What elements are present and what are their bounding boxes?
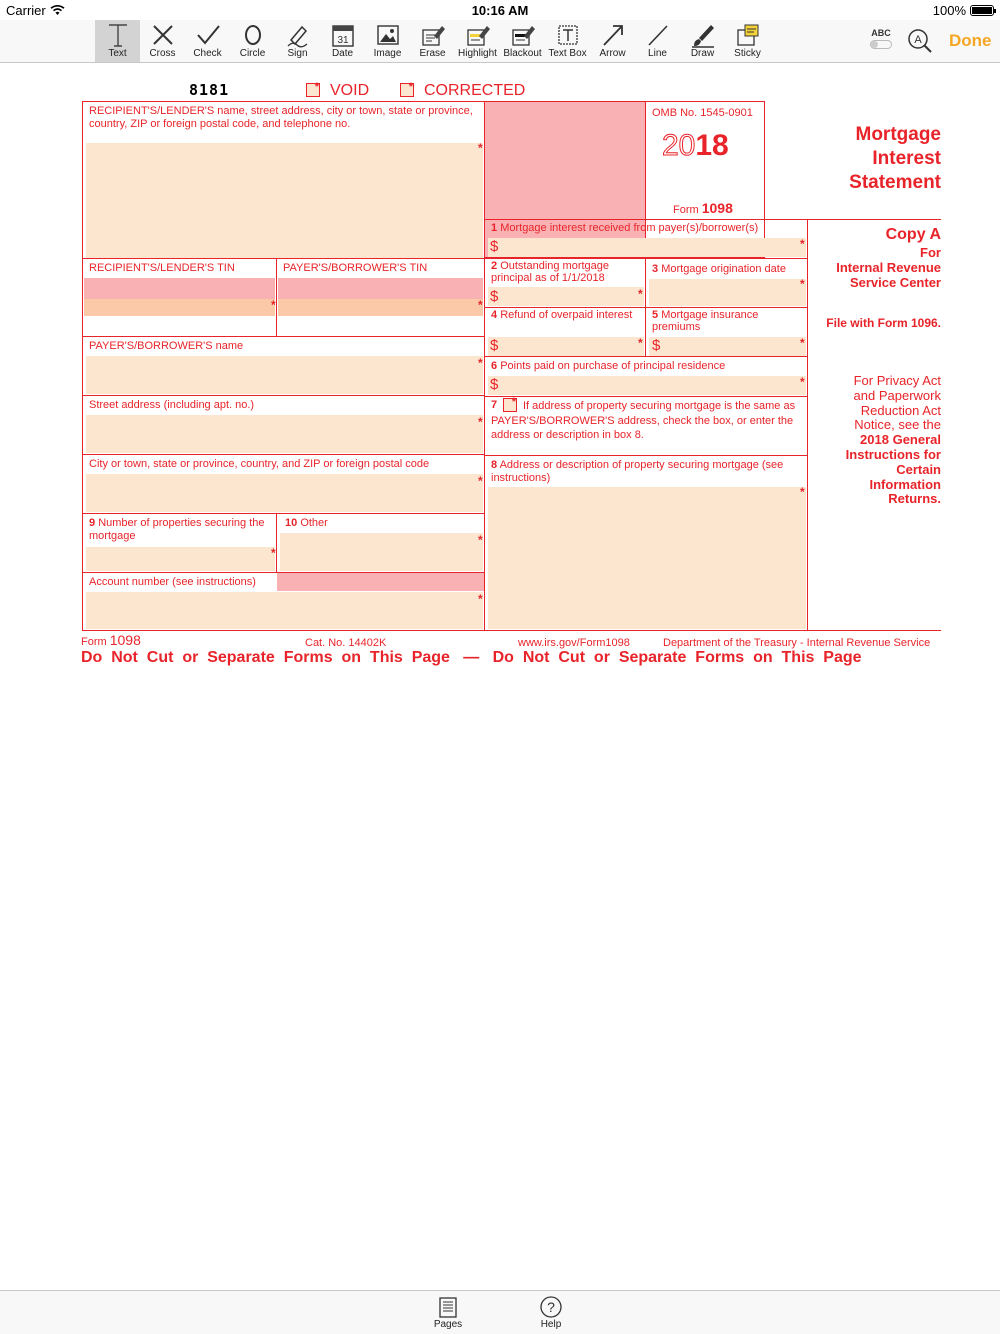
blackout-icon: [510, 22, 536, 48]
city-field[interactable]: [86, 474, 483, 512]
corrected-label: CORRECTED: [424, 82, 526, 99]
required-marker: *: [271, 546, 276, 560]
line-icon: [645, 22, 671, 48]
circle-icon: [240, 22, 266, 48]
recipient-label: RECIPIENT'S/LENDER'S name, street address, city or town, state or province, country, ZIP or foreign postal code, and telephone no.: [89, 105, 473, 130]
pages-icon: [436, 1295, 460, 1319]
instructions-line: 2018 General: [860, 432, 941, 448]
tool-label: Line: [648, 48, 667, 59]
payer-tin-label: PAYER'S/BORROWER'S TIN: [283, 262, 428, 274]
tool-blackout[interactable]: [500, 20, 545, 62]
pages-label: Pages: [433, 1319, 463, 1330]
account-field[interactable]: [86, 592, 483, 629]
box-5-label: [652, 309, 802, 333]
bottom-toolbar: [0, 1290, 1000, 1334]
privacy-line: Notice, see the: [854, 417, 941, 433]
payer-tin-field-2[interactable]: [278, 299, 483, 316]
title-line: Interest: [872, 148, 941, 169]
help-label: Help: [540, 1319, 562, 1330]
title-line: Mortgage: [855, 124, 941, 145]
annotation-toolbar: [0, 20, 1000, 63]
title-line: Statement: [849, 172, 941, 193]
search-text-icon[interactable]: [907, 28, 933, 54]
tool-label: Image: [373, 48, 402, 59]
text-tool-icon: [105, 22, 131, 48]
box-2-label: [491, 260, 641, 284]
clock: 10:16 AM: [471, 3, 529, 18]
arrow-icon: [600, 22, 626, 48]
sticky-note-icon: [735, 22, 761, 48]
required-marker: *: [800, 237, 805, 251]
copy-a-label: Copy A: [885, 226, 941, 243]
instructions-line: Instructions for: [845, 446, 941, 462]
tool-image[interactable]: [365, 20, 410, 62]
text-box-icon: [555, 22, 581, 48]
tool-check[interactable]: [185, 20, 230, 62]
street-field[interactable]: [86, 415, 483, 453]
box-num: 2: [491, 260, 498, 272]
footer-form: [81, 632, 141, 648]
box-num: 3: [652, 263, 659, 275]
signature-pen-icon: [285, 22, 311, 48]
void-label: VOID: [330, 82, 370, 99]
box-num: 4: [491, 309, 498, 321]
payer-tin-field[interactable]: [278, 278, 483, 299]
tool-label: Sign: [287, 48, 308, 59]
account-shaded: [277, 573, 484, 591]
tool-label: Text: [108, 48, 127, 59]
footer-form-number: 1098: [109, 632, 141, 648]
box-num: 1: [491, 222, 498, 234]
tool-label: Erase: [419, 48, 446, 59]
tool-label: Highlight: [458, 48, 497, 59]
tool-label: Blackout: [503, 48, 542, 59]
help-icon: [539, 1295, 563, 1319]
file-with-text: File with Form 1096.: [826, 316, 941, 330]
tool-arrow[interactable]: [590, 20, 635, 62]
city-label: City or town, state or province, country, and ZIP or foreign postal code: [89, 458, 430, 470]
tool-label: Sticky: [734, 48, 761, 59]
instructions-line: Certain: [896, 461, 941, 477]
box-1-label: [491, 222, 758, 235]
pages-button[interactable]: [428, 1295, 468, 1330]
box-10-field[interactable]: [280, 533, 483, 571]
required-marker: *: [478, 592, 483, 606]
carrier-name: Carrier: [6, 3, 46, 18]
box-8-field[interactable]: [488, 487, 806, 629]
box-text: Number of properties securing the mortgage: [89, 517, 265, 542]
form-name: [673, 200, 733, 216]
svg-text:?: ?: [547, 1299, 555, 1315]
privacy-line: For Privacy Act: [853, 373, 941, 388]
required-marker: *: [638, 336, 643, 350]
box-text: Mortgage insurance premiums: [652, 309, 759, 333]
street-label: Street address (including apt. no.): [89, 399, 255, 411]
form-title: [790, 123, 941, 195]
tool-draw[interactable]: [680, 20, 725, 62]
box-5-field[interactable]: [649, 337, 806, 356]
instructions-line: Returns.: [888, 491, 941, 507]
done-button[interactable]: Done: [949, 31, 992, 50]
required-marker: *: [478, 356, 483, 370]
dollar-sign: $: [490, 337, 499, 354]
box-3-field[interactable]: [649, 279, 806, 306]
tool-label: Circle: [239, 48, 266, 59]
box-9-field[interactable]: [86, 547, 275, 571]
privacy-line: and Paperwork: [853, 387, 941, 403]
do-not-cut-notice: Do Not Cut or Separate Forms on This Page — Do Not Cut or Separate Forms on This Page: [81, 649, 862, 666]
svg-text:A: A: [914, 34, 922, 46]
corrected-checkbox[interactable]: [400, 83, 414, 97]
recipient-field[interactable]: [86, 143, 483, 259]
status-bar: [0, 0, 1000, 20]
tool-sticky[interactable]: [725, 20, 770, 62]
dollar-sign: $: [490, 376, 499, 393]
payer-name-field[interactable]: [86, 356, 483, 394]
required-marker: *: [638, 287, 643, 301]
box-num: 5: [652, 309, 659, 321]
tool-text[interactable]: [95, 20, 140, 62]
box-9-label: [89, 517, 275, 543]
tool-circle[interactable]: [230, 20, 275, 62]
tool-erase[interactable]: [410, 20, 455, 62]
tool-cross[interactable]: [140, 20, 185, 62]
required-marker: *: [800, 336, 805, 350]
dollar-sign: $: [490, 238, 499, 255]
box-3-label: [652, 263, 786, 276]
box-1-field[interactable]: [488, 238, 806, 257]
dollar-sign: $: [490, 288, 499, 305]
tool-line[interactable]: [635, 20, 680, 62]
abc-label: ABC: [871, 28, 891, 38]
privacy-notice: [808, 374, 941, 507]
privacy-line: Reduction Act: [860, 402, 941, 418]
required-marker: *: [478, 298, 483, 312]
box-6-label: [491, 360, 725, 373]
instructions-line: Information: [869, 476, 941, 492]
box-7-num: 7: [491, 399, 498, 411]
form-code: 8181: [189, 81, 230, 99]
required-marker: *: [271, 298, 276, 312]
box-7-label: If address of property securing mortgage is the same as PAYER'S/BORROWER'S address, check the box, or enter the address or description in box 8.: [491, 400, 796, 441]
box-4-label: [491, 309, 641, 321]
box-8-label: [491, 459, 803, 485]
box-text: Other: [300, 517, 328, 529]
year-prefix: 20: [662, 129, 696, 162]
box-4-field[interactable]: [488, 337, 644, 356]
required-marker: *: [478, 533, 483, 547]
catalog-number: Cat. No. 14402K: [305, 637, 387, 649]
copy-line: Internal Revenue: [836, 260, 941, 275]
tool-label: Draw: [690, 48, 715, 59]
box-num: 6: [491, 360, 498, 372]
copy-designation: [808, 225, 941, 290]
tool-label: Arrow: [599, 48, 626, 59]
department: Department of the Treasury - Internal Revenue Service: [663, 637, 931, 649]
battery-icon: [970, 5, 994, 16]
recipient-tin-label: RECIPIENT'S/LENDER'S TIN: [89, 262, 235, 274]
check-icon: [195, 22, 221, 48]
eraser-icon: [420, 22, 446, 48]
void-checkbox[interactable]: [306, 83, 320, 97]
required-marker: *: [478, 474, 483, 488]
tool-label: Cross: [149, 48, 176, 59]
box-num: 8: [491, 459, 498, 471]
cross-icon: [150, 22, 176, 48]
irs-url: www.irs.gov/Form1098: [518, 637, 630, 649]
tax-year: [662, 129, 729, 163]
box-num: 9: [89, 517, 96, 529]
divider: [808, 630, 941, 631]
account-label: Account number (see instructions): [89, 576, 256, 588]
box-num: 10: [285, 517, 298, 529]
required-marker: *: [800, 277, 805, 291]
box-text: Mortgage interest received from payer(s)/borrower(s): [500, 222, 759, 234]
tool-label: Text Box: [548, 48, 587, 59]
calendar-icon: [330, 22, 356, 48]
tool-label: Check: [193, 48, 222, 59]
form-number: 1098: [701, 200, 733, 216]
footer-form-word: Form: [81, 636, 107, 648]
battery-percent: 100%: [932, 3, 966, 18]
image-icon: [375, 22, 401, 48]
year-suffix: 18: [695, 129, 729, 162]
payer-name-label: PAYER'S/BORROWER'S name: [89, 340, 244, 352]
tool-highlight[interactable]: [455, 20, 500, 62]
battery-status: [933, 3, 994, 18]
brush-icon: [690, 22, 716, 48]
divider: [808, 219, 941, 220]
required-marker: *: [800, 375, 805, 389]
tool-sign[interactable]: [275, 20, 320, 62]
copy-line: Service Center: [849, 275, 941, 290]
copy-line: For: [920, 245, 941, 260]
form-word: Form: [673, 204, 699, 216]
help-button[interactable]: [531, 1295, 571, 1330]
required-marker: *: [478, 141, 483, 155]
box-text: Address or description of property securing mortgage (see instructions): [491, 459, 784, 484]
highlighter-icon: [465, 22, 491, 48]
tool-date[interactable]: [320, 20, 365, 62]
omb-number: OMB No. 1545-0901: [652, 107, 753, 119]
box-text: Outstanding mortgage principal as of 1/1/2018: [491, 260, 610, 284]
spellcheck-toggle[interactable]: [870, 28, 892, 49]
toggle-switch: [870, 40, 892, 49]
calendar-day: 31: [336, 35, 349, 46]
box-2-field[interactable]: [488, 287, 644, 306]
box-text: Points paid on purchase of principal residence: [500, 360, 726, 372]
recipient-tin-field-2[interactable]: [84, 299, 275, 316]
required-marker: *: [478, 415, 483, 429]
box-10-label: [285, 517, 328, 530]
dollar-sign: $: [652, 337, 661, 354]
box-6-field[interactable]: [488, 376, 806, 395]
tool-text-box[interactable]: [545, 20, 590, 62]
box-text: Mortgage origination date: [661, 263, 786, 275]
required-marker: *: [800, 485, 805, 499]
box-text: Refund of overpaid interest: [500, 309, 633, 321]
recipient-tin-field[interactable]: [84, 278, 275, 299]
tool-label: Date: [331, 48, 354, 59]
battery-level: [972, 7, 992, 14]
